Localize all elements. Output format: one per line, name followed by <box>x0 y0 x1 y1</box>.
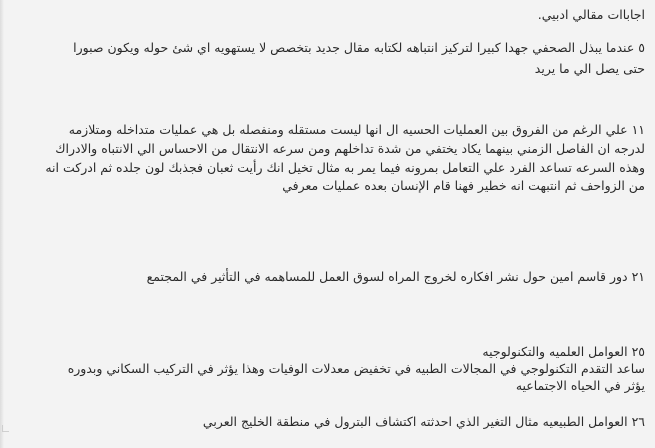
answer-11-line-4: من الزواحف ثم انتبهت انه خطير فهنا قام الإنسان بعده عمليات معرفي <box>282 178 645 193</box>
answer-11-line-3: وهذه السرعه تساعد الفرد علي التعامل بمرونه فيما يمر به مثال تخيل انك رأيت ثعبان فجذبك لون جلده ثم ادركت انه <box>45 160 645 175</box>
page-corner-mark <box>2 425 9 432</box>
answer-11-line-2: لدرجه ان الفاصل الزمني بينهما يكاد يختفي من شدة تداخلهم ومن سرعه الانتقال من الاحساس الي الانتباه والادراك <box>55 141 645 156</box>
answer-21-line-1: ٢١ دور قاسم امين حول نشر افكاره لخروج المراه لسوق العمل للمساهمه في التأثير في المجتمع <box>146 269 645 284</box>
answer-5-line-2: حتى يصل الي ما يريد <box>534 61 645 76</box>
page-edge-shadow <box>0 0 4 448</box>
answer-25-line-3: يؤثر في الحياه الاجتماعيه <box>515 378 645 393</box>
document-heading: اجاباات مقالي ادبيي. <box>537 7 645 22</box>
answer-26-line-1: ٢٦ العوامل الطبيعيه مثال التغير الذي احدثته اكتشاف البترول في منطقة الخليج العربي <box>202 414 645 429</box>
answer-25-line-2: ساعد التقدم التكنولوجي في المجالات الطبيه في تخفيض معدلات الوفيات وهذا يؤثر في التركيب السكاني وبدوره <box>67 361 645 376</box>
answer-11-line-1: ١١ علي الرغم من الفروق بين العمليات الحسيه ال انها ليست مستقله ومنفصله بل هي عمليات متداخله ومتلازمه <box>68 122 645 137</box>
answer-25-title: ٢٥ العوامل العلميه والتكنولوجيه <box>482 344 645 359</box>
answer-5-line-1: ٥ عندما يبذل الصحفي جهدا كبيرا لتركيز انتباهه لكتابه مقال جديد بتخصص لا يستهويه اي شئ حوله ويكون صبورا <box>73 40 645 55</box>
